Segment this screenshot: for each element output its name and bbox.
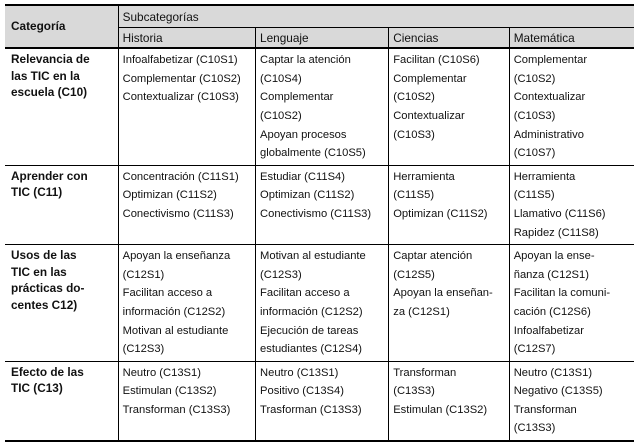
subcategory-text-line: Contextualizar bbox=[513, 91, 586, 104]
subcategory-text-line: Transforman bbox=[513, 403, 577, 416]
subcategory-text-line: Estimulan (C13S2) bbox=[393, 403, 488, 416]
subcategory-text-line: Ejecución de tareas bbox=[260, 324, 359, 337]
category-cell bbox=[5, 165, 118, 244]
subcategory-text-line: (C11S5) bbox=[393, 189, 435, 202]
subcategory-text-line: (C13S3) bbox=[513, 422, 556, 435]
subcategory-text-line: (C10S2) bbox=[260, 109, 302, 122]
subcategory-cell-lenguaje bbox=[256, 245, 389, 362]
subcategory-text-line: Negativo (C13S5) bbox=[513, 385, 603, 398]
subcategory-text-line: Apoyan la enseñan- bbox=[393, 287, 493, 300]
subcategory-text-line: (C13S3) bbox=[393, 385, 435, 398]
subcategory-text-line: Neutro (C13S1) bbox=[122, 366, 201, 379]
category-text-line: Usos de las bbox=[11, 248, 77, 263]
subcategory-cell-historia bbox=[118, 361, 255, 441]
subcategory-text-line: Apoyan la ense- bbox=[513, 250, 595, 263]
category-text-line: Efecto de las bbox=[11, 364, 84, 379]
subcategory-text-line: (C12S1) bbox=[122, 268, 165, 281]
subcategory-text-line: ñanza (C12S1) bbox=[513, 268, 589, 281]
subcategory-text-line: Complementar bbox=[260, 91, 334, 104]
subcategory-text-line: Infoalfabetizar bbox=[513, 324, 584, 337]
subcategory-text-line: (C10S3) bbox=[393, 128, 435, 141]
subcategory-text-line: Optimizan (C11S2) bbox=[122, 189, 217, 202]
table-row bbox=[5, 361, 634, 441]
table-row bbox=[5, 48, 634, 165]
subcategory-text-line: Herramienta bbox=[393, 170, 455, 183]
subcategory-text-line: Herramienta bbox=[513, 170, 576, 183]
subcategory-text-line: Contextualizar (C10S3) bbox=[122, 91, 239, 104]
subcategory-text-line: Optimizan (C11S2) bbox=[393, 207, 488, 220]
subcategory-text-line: (C12S5) bbox=[393, 268, 435, 281]
subcategory-text-line: (C10S2) bbox=[393, 91, 435, 104]
subcategory-text-line: Facilitan acceso a bbox=[260, 287, 350, 300]
subcategory-text-line: Infoalfabetizar (C10S1) bbox=[122, 54, 238, 67]
subcategory-text-line: Estimulan (C13S2) bbox=[122, 385, 217, 398]
categories-table bbox=[5, 4, 634, 442]
subcategory-text-line: Trasforman (C13S3) bbox=[260, 403, 362, 416]
category-text-line: las TIC en la bbox=[11, 68, 80, 83]
subcategory-text-line: globalmente (C10S5) bbox=[260, 147, 366, 160]
subcategory-text-line: información (C12S2) bbox=[122, 305, 226, 318]
subcategory-text-line: (C10S2) bbox=[513, 72, 556, 85]
subcategory-text-line: estudiantes (C12S4) bbox=[260, 343, 363, 356]
subcategory-text-line: Facilitan la comuni- bbox=[513, 287, 611, 300]
category-cell bbox=[5, 245, 118, 362]
subcategory-text-line: Complementar bbox=[393, 72, 467, 85]
subcategory-text-line: Apoyan procesos bbox=[260, 128, 347, 141]
categories-table-container bbox=[5, 4, 634, 442]
subcategory-text-line: Transforman bbox=[393, 366, 457, 379]
discipline-header-lenguaje: Lenguaje bbox=[256, 27, 389, 48]
subcategory-text-line: Motivan al estudiante bbox=[122, 324, 229, 337]
subcategory-cell-matematica bbox=[509, 165, 634, 244]
category-text-line: prácticas do- bbox=[11, 281, 85, 296]
subcategories-header: Subcategorías bbox=[118, 5, 634, 27]
subcategory-cell-matematica bbox=[509, 245, 634, 362]
subcategory-text-line: Contextualizar bbox=[393, 109, 465, 122]
subcategory-text-line: Llamativo (C11S6) bbox=[513, 207, 606, 220]
subcategory-text-line: Facilitan acceso a bbox=[122, 287, 213, 300]
category-text-line: TIC en las bbox=[11, 264, 67, 279]
category-text-line: TIC (C11) bbox=[11, 185, 63, 200]
category-header: Categoría bbox=[5, 5, 118, 48]
subcategory-cell-historia bbox=[118, 245, 255, 362]
category-text-line: TIC (C13) bbox=[11, 381, 63, 396]
subcategory-text-line: Complementar bbox=[513, 54, 588, 67]
subcategory-cell-lenguaje bbox=[256, 165, 389, 244]
table-row bbox=[5, 245, 634, 362]
subcategory-text-line: Positivo (C13S4) bbox=[260, 385, 344, 398]
discipline-header-ciencias: Ciencias bbox=[389, 27, 510, 48]
subcategory-text-line: (C12S3) bbox=[260, 268, 302, 281]
subcategory-text-line: Transforman (C13S3) bbox=[122, 403, 231, 416]
category-text-line: Relevancia de bbox=[11, 52, 90, 67]
subcategory-cell-matematica bbox=[509, 361, 634, 441]
subcategory-text-line: Neutro (C13S1) bbox=[513, 366, 593, 379]
subcategory-text-line: Administrativo bbox=[513, 128, 584, 141]
subcategory-cell-lenguaje bbox=[256, 48, 389, 165]
category-text-line: escuela (C10) bbox=[11, 85, 88, 100]
subcategory-text-line: información (C12S2) bbox=[260, 305, 363, 318]
subcategory-text-line: (C10S4) bbox=[260, 72, 302, 85]
category-cell bbox=[5, 48, 118, 165]
subcategory-text-line: Conectivismo (C11S3) bbox=[122, 207, 234, 220]
table-body bbox=[5, 48, 634, 441]
subcategory-text-line: Captar la atención bbox=[260, 54, 351, 67]
subcategory-cell-lenguaje bbox=[256, 361, 389, 441]
subcategory-text-line: (C12S3) bbox=[122, 343, 165, 356]
subcategory-text-line: Facilitan (C10S6) bbox=[393, 54, 480, 67]
subcategory-cell-matematica bbox=[509, 48, 634, 165]
subcategory-text-line: Motivan al estudiante bbox=[260, 250, 366, 263]
category-text-line: centes C12) bbox=[11, 297, 78, 312]
subcategory-cell-historia bbox=[118, 48, 255, 165]
subcategory-cell-ciencias bbox=[389, 361, 510, 441]
subcategory-text-line: (C10S7) bbox=[513, 147, 556, 160]
subcategory-text-line: Estudiar (C11S4) bbox=[260, 170, 346, 183]
category-cell bbox=[5, 361, 118, 441]
subcategory-text-line: cación (C12S6) bbox=[513, 305, 591, 318]
subcategory-text-line: Rapidez (C11S8) bbox=[513, 226, 599, 239]
subcategory-text-line: (C11S5) bbox=[513, 189, 555, 202]
subcategory-text-line: Neutro (C13S1) bbox=[260, 366, 339, 379]
subcategory-text-line: (C10S3) bbox=[513, 109, 556, 122]
subcategory-text-line: Captar atención bbox=[393, 250, 473, 263]
category-text-line: Aprender con bbox=[11, 168, 88, 183]
subcategory-cell-historia bbox=[118, 165, 255, 244]
subcategory-text-line: (C12S7) bbox=[513, 343, 556, 356]
discipline-header-historia: Historia bbox=[118, 27, 255, 48]
subcategory-text-line: Concentración (C11S1) bbox=[122, 170, 239, 183]
subcategory-cell-ciencias bbox=[389, 245, 510, 362]
subcategory-text-line: Conectivismo (C11S3) bbox=[260, 207, 372, 220]
subcategory-text-line: za (C12S1) bbox=[393, 305, 450, 318]
table-row bbox=[5, 165, 634, 244]
subcategory-cell-ciencias bbox=[389, 165, 510, 244]
subcategory-text-line: Complementar (C10S2) bbox=[122, 72, 241, 85]
discipline-header-matematica: Matemática bbox=[509, 27, 634, 48]
subcategory-cell-ciencias bbox=[389, 48, 510, 165]
subcategory-text-line: Apoyan la enseñanza bbox=[122, 250, 231, 263]
subcategory-text-line: Optimizan (C11S2) bbox=[260, 189, 355, 202]
